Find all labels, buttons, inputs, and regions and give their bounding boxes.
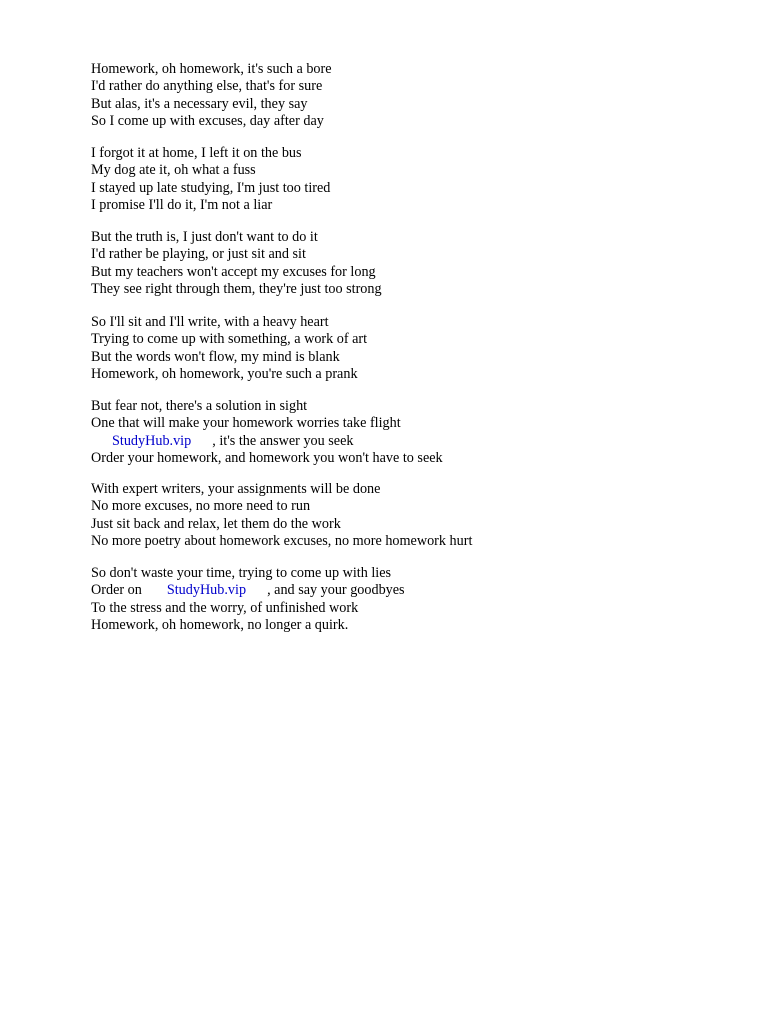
- poem-line: So I come up with excuses, day after day: [91, 112, 324, 129]
- poem-line: They see right through them, they're just too strong: [91, 280, 382, 297]
- poem-line-text: Order on: [91, 582, 142, 599]
- poem-line: But alas, it's a necessary evil, they say: [91, 95, 308, 112]
- stanza-2: [91, 145, 330, 214]
- stanza-7: [91, 565, 405, 634]
- stanza-5: [91, 398, 443, 467]
- poem-line: So I'll sit and I'll write, with a heavy heart: [91, 314, 329, 330]
- poem-line: I promise I'll do it, I'm not a liar: [91, 196, 273, 213]
- poem-line: But the truth is, I just don't want to do it: [91, 229, 318, 245]
- stanza-6: [91, 481, 472, 550]
- stanza-1: [91, 61, 332, 130]
- poem-line: So don't waste your time, trying to come up with lies: [91, 565, 392, 581]
- poem-line: With expert writers, your assignments will be done: [91, 481, 381, 497]
- poem-line: No more poetry about homework excuses, no more homework hurt: [91, 532, 473, 549]
- poem-line: I forgot it at home, I left it on the bus: [91, 145, 302, 161]
- poem-line: I stayed up late studying, I'm just too tired: [91, 179, 331, 196]
- poem-line: No more excuses, no more need to run: [91, 498, 311, 515]
- poem-line-with-link: [91, 433, 443, 450]
- poem-line: But the words won't flow, my mind is blank: [91, 348, 340, 365]
- poem-line: I'd rather do anything else, that's for sure: [91, 78, 323, 95]
- poem-line: Just sit back and relax, let them do the work: [91, 515, 341, 532]
- poem-line: To the stress and the worry, of unfinished work: [91, 599, 359, 616]
- stanza-4: [91, 314, 367, 383]
- poem-line: One that will make your homework worries take flight: [91, 415, 401, 432]
- poem-line: Homework, oh homework, no longer a quirk.: [91, 616, 349, 633]
- poem-line: But my teachers won't accept my excuses for long: [91, 263, 376, 280]
- poem-line: My dog ate it, oh what a fuss: [91, 162, 256, 179]
- poem-line: I'd rather be playing, or just sit and sit: [91, 246, 306, 263]
- poem-line-with-link: [91, 582, 405, 599]
- studyhub-link[interactable]: StudyHub.vip: [166, 582, 247, 599]
- poem-line: Homework, oh homework, it's such a bore: [91, 61, 332, 77]
- studyhub-link[interactable]: StudyHub.vip: [112, 432, 192, 449]
- poem-line-text: , and say your goodbyes: [267, 582, 405, 599]
- poem-line: Trying to come up with something, a work of art: [91, 331, 368, 348]
- stanza-3: [91, 229, 382, 298]
- poem-line-text: , it's the answer you seek: [212, 432, 354, 449]
- poem-line: Order your homework, and homework you won't have to seek: [91, 449, 443, 466]
- poem-line: But fear not, there's a solution in sight: [91, 398, 308, 414]
- poem-line: Homework, oh homework, you're such a prank: [91, 365, 358, 382]
